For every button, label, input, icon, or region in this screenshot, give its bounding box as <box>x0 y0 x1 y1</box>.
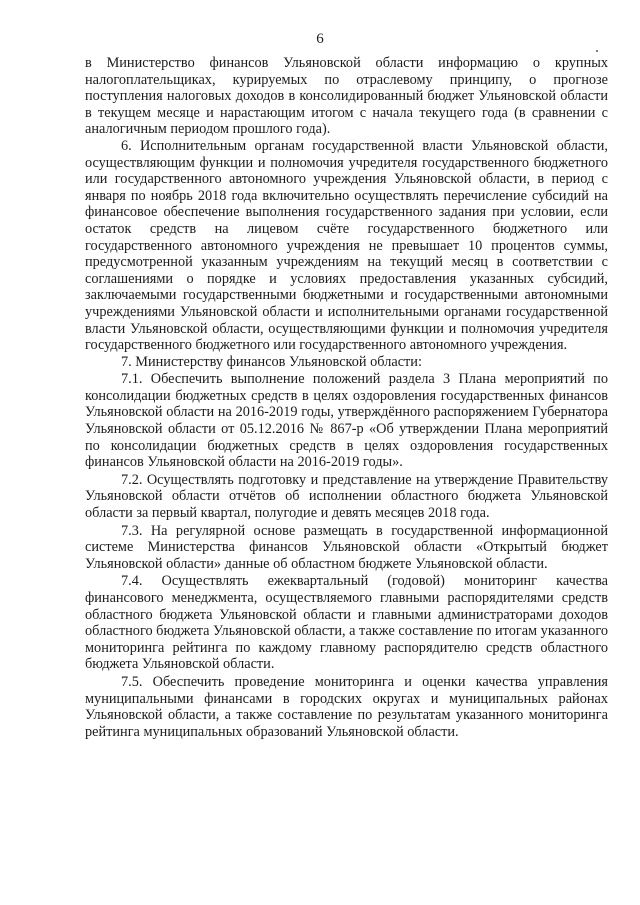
paragraph-item-7-2: 7.2. Осуществлять подготовку и представление на утверждение Правительству Ульяновской области отчётов об исполнении областного бюджета Ульяновской области за первый квартал, полугодие и девять месяцев 2018 года. <box>85 471 608 522</box>
page-number: 6 <box>316 31 324 47</box>
scan-speck <box>596 50 598 52</box>
paragraph-item-6: 6. Исполнительным органам государственной власти Ульяновской области, осуществляющим функции и полномочия учредителя государственного бюджетного или государственного автономного учреждения Ульяновской области, в период с января по ноябрь 2018 года включительно осуществлять перечисление субсидий на финансовое обеспечение выполнения государственного задания при условии, если остаток средств на лицевом счёте государственного бюджетного или государственного автономного учреждения не превышает 10 процентов суммы, предусмотренной указанным учреждениям на текущий месяц в соответствии с соглашениями о порядке и условиях предоставления указанных субсидий, заключаемыми государственными бюджетными и государственными автономными учреждениями Ульяновской области и исполнительными органами государственной власти Ульяновской области, осуществляющими функции и полномочия учредителя государственного бюджетного или государственного автономного учреждения. <box>85 137 608 354</box>
paragraph-item-7-3: 7.3. На регулярной основе размещать в государственной информационной системе Министерства финансов Ульяновской области «Открытый бюджет Ульяновской области» данные об областном бюджете Ульяновской области. <box>85 522 608 572</box>
paragraph-item-7-1: 7.1. Обеспечить выполнение положений раздела 3 Плана мероприятий по консолидации бюджетных средств в целях оздоровления государственных финансов Ульяновской области на 2016-2019 годы, утверждённого распоряжением Губернатора Ульяновской области от 05.12.2016 № 867-р «Об утверждении Плана мероприятий по консолидации бюджетных средств в целях оздоровления государственных финансов Ульяновской области на 2016-2019 годы». <box>85 371 608 471</box>
paragraph-continuation: в Министерство финансов Ульяновской области информацию о крупных налогоплательщиках, курируемых по отраслевому принципу, о прогнозе поступления налоговых доходов в консолидированный бюджет Ульяновской области в текущем месяце и нарастающим итогом с начала текущего года (в сравнении с аналогичным периодом прошлого года). <box>85 55 608 138</box>
document-body <box>85 55 608 740</box>
paragraph-item-7-5: 7.5. Обеспечить проведение мониторинга и оценки качества управления муниципальными финансами в городских округах и муниципальных районах Ульяновской области, а также составление по результатам указанного мониторинга рейтинга муниципальных образований Ульяновской области. <box>85 673 608 740</box>
paragraph-item-7-4: 7.4. Осуществлять ежеквартальный (годовой) мониторинг качества финансового менеджмента, осуществляемого главными распорядителями средств областного бюджета Ульяновской области и главными администраторами доходов областного бюджета Ульяновской области, а также составление по итогам указанного мониторинга рейтинга по каждому главному распорядителю средств областного бюджета Ульяновской области. <box>85 573 608 673</box>
paragraph-item-7: 7. Министерству финансов Ульяновской области: <box>121 353 422 370</box>
